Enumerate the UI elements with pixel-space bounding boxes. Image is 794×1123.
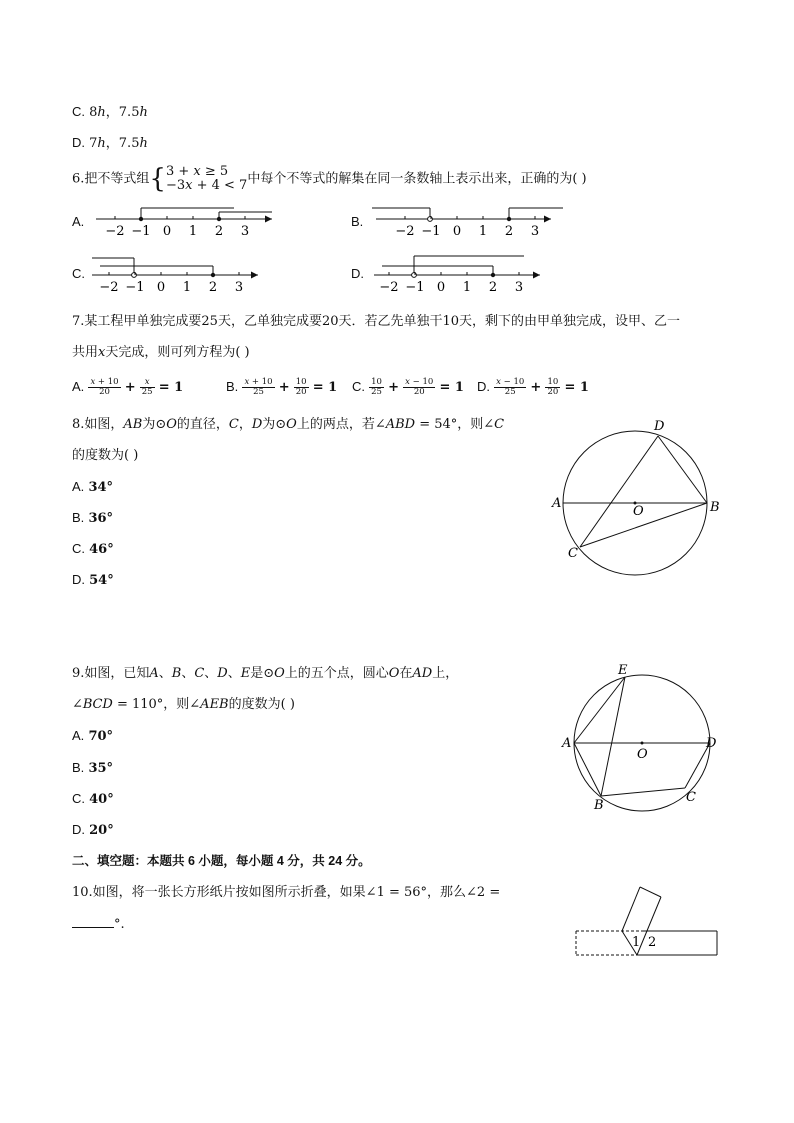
option-text: 7ℎ，7.5ℎ [89,136,148,151]
option-text: 35° [88,761,114,776]
q8-circle-figure [540,412,730,587]
denominator: 20 [547,387,559,397]
point-label-a: A [562,736,572,751]
option-letter: D. [72,135,85,150]
tick-label: 1 [478,224,488,239]
option-text: 70° [88,729,114,744]
equals: = 1 [564,380,589,395]
q10-stem-line2 [72,915,125,934]
q9-stem-line2: ∠𝐵𝐶𝐷 = 110°，则∠𝐴𝐸𝐵的度数为( ) [72,697,295,712]
option-letter: C. [72,541,85,556]
fraction [88,378,120,397]
point-label-a: A [552,496,562,511]
option-letter: B. [72,760,85,775]
point-label-c: C [686,790,696,805]
point-label-b: B [594,798,604,813]
option-text: 36° [88,511,114,526]
numerator: 𝑥 − 10 [496,377,525,387]
numerator: 𝑥 + 10 [90,377,119,387]
tick-label: 3 [514,280,524,295]
numerator: 10 [371,377,382,387]
point-label-b: B [710,500,720,515]
q9-option-d [72,821,114,840]
tick-label: −1 [125,280,145,295]
option-text: 46° [89,542,114,557]
q7-option-d [477,376,589,399]
q6-prefix: 6.把不等式组 [72,171,150,187]
tick-label: −2 [395,224,415,239]
fraction [140,378,155,397]
equals: = 1 [312,380,338,395]
tick-label: −2 [99,280,119,295]
tick-label: 0 [452,224,462,239]
option-letter: C. [352,379,365,394]
q7-option-b [226,376,337,399]
tick-label: −2 [379,280,399,295]
point-label-d: D [706,736,717,751]
tick-label: 3 [530,224,540,239]
point-label-o: O [637,747,648,762]
numberline-c [92,258,258,279]
point-label-o: O [633,504,644,519]
inequality-2: −3𝑥 + 4 < 7 [165,178,248,193]
numerator: 𝑥 [140,378,155,388]
tick-label: 0 [162,224,172,239]
denominator: 25 [371,387,382,397]
numerator: 𝑥 + 10 [244,377,273,387]
tick-label: 1 [462,280,472,295]
q9-option-c [72,790,114,809]
tick-label: −1 [405,280,425,295]
option-text: 54° [89,573,114,588]
option-letter: D. [72,822,85,837]
tick-label: 2 [504,224,514,239]
tick-label: 1 [182,280,192,295]
option-letter: B. [72,510,85,525]
numerator: 𝑥 − 10 [405,377,434,387]
numberline-d [374,256,540,279]
operator: + [388,380,400,395]
fraction [403,378,435,397]
q6-suffix: 中每个不等式的解集在同一条数轴上表示出来，正确的为( ) [247,171,587,187]
q9-option-b [72,759,113,778]
denominator: 20 [295,387,307,397]
option-letter: A. [72,728,85,743]
tick-label: 2 [208,280,218,295]
fraction [369,378,384,397]
option-text: 20° [89,823,114,838]
tick-label: 0 [436,280,446,295]
tick-label: 3 [234,280,244,295]
operator: + [124,380,136,395]
q10-stem-line1: 10.如图，将一张长方形纸片按如图所示折叠，如果∠1 = 56°，那么∠2 = [72,885,501,900]
operator: + [278,380,290,395]
fraction [494,378,526,397]
q8-stem-line2: 的度数为( ) [72,448,139,463]
q9-option-a [72,727,113,746]
option-letter: D. [477,379,490,394]
option-text: 34° [88,480,114,495]
tick-label: 0 [156,280,166,295]
tick-label: −2 [105,224,125,239]
operator: + [530,380,542,395]
q7-option-a [72,376,183,399]
denominator: 20 [99,387,110,397]
denominator: 20 [413,387,425,397]
option-letter: A. [72,479,85,494]
option-text: 40° [89,792,114,807]
equals: = 1 [158,380,184,395]
fraction [294,378,309,397]
brace-glyph: { [149,164,166,194]
q6-option-d-label: D. [351,266,364,281]
point-label-d: D [654,419,665,434]
q7-stem-line1: 7.某工程甲单独完成要25天，乙单独完成要20天．若乙先单独干10天，剩下的由甲单独完成，设甲、乙一 [72,314,681,329]
answer-blank[interactable] [72,915,114,928]
fraction [545,378,560,397]
degree-suffix: °. [114,917,125,932]
numerator: 10 [547,377,559,387]
denominator: 25 [504,387,516,397]
q8-option-a [72,478,113,497]
numerator: 10 [295,377,307,387]
section-title: 二、填空题：本题共 6 小题，每小题 4 分，共 24 分。 [72,854,371,868]
fraction [242,378,274,397]
q6-number-lines [0,0,794,300]
equals: = 1 [439,380,464,395]
denominator: 25 [253,387,264,397]
q6-option-c-label: C. [72,266,85,281]
numberline-b [372,208,563,223]
tick-label: 2 [214,224,224,239]
q6-option-b-label: B. [351,214,364,229]
numberline-a [96,208,272,223]
option-letter: D. [72,572,85,587]
option-letter: C. [72,104,85,119]
tick-label: 1 [188,224,198,239]
q9-circle-figure [555,660,730,815]
option-text: 8ℎ，7.5ℎ [89,105,148,120]
point-label-e: E [618,663,628,678]
tick-label: 3 [240,224,250,239]
inequality-1: 3 + 𝑥 ≥ 5 [165,164,229,179]
q8-option-d [72,571,114,590]
angle-label-2: 2 [648,935,657,950]
tick-label: −1 [421,224,441,239]
q6-option-a-label: A. [72,214,85,229]
q8-stem-line1: 8.如图，𝐴𝐵为⊙𝑂的直径，𝐶，𝐷为⊙𝑂上的两点，若∠𝐴𝐵𝐷 = 54°，则∠𝐶 [72,417,505,432]
denominator: 25 [141,387,153,397]
q10-fold-figure [570,880,725,965]
q8-option-b [72,509,113,528]
option-letter: B. [226,379,239,394]
q8-option-c [72,540,114,559]
option-letter: C. [72,791,85,806]
tick-label: −1 [131,224,151,239]
q7-stem-line2: 共用𝑥天完成，则可列方程为( ) [72,345,250,360]
option-letter: A. [72,379,85,394]
angle-label-1: 1 [632,935,641,950]
tick-label: 2 [488,280,498,295]
q9-stem-line1: 9.如图，已知𝐴、𝐵、𝐶、𝐷、𝐸是⊙𝑂上的五个点，圆心𝑂在𝐴𝐷上， [72,666,459,681]
point-label-c: C [568,546,578,561]
q7-option-c [352,376,464,399]
